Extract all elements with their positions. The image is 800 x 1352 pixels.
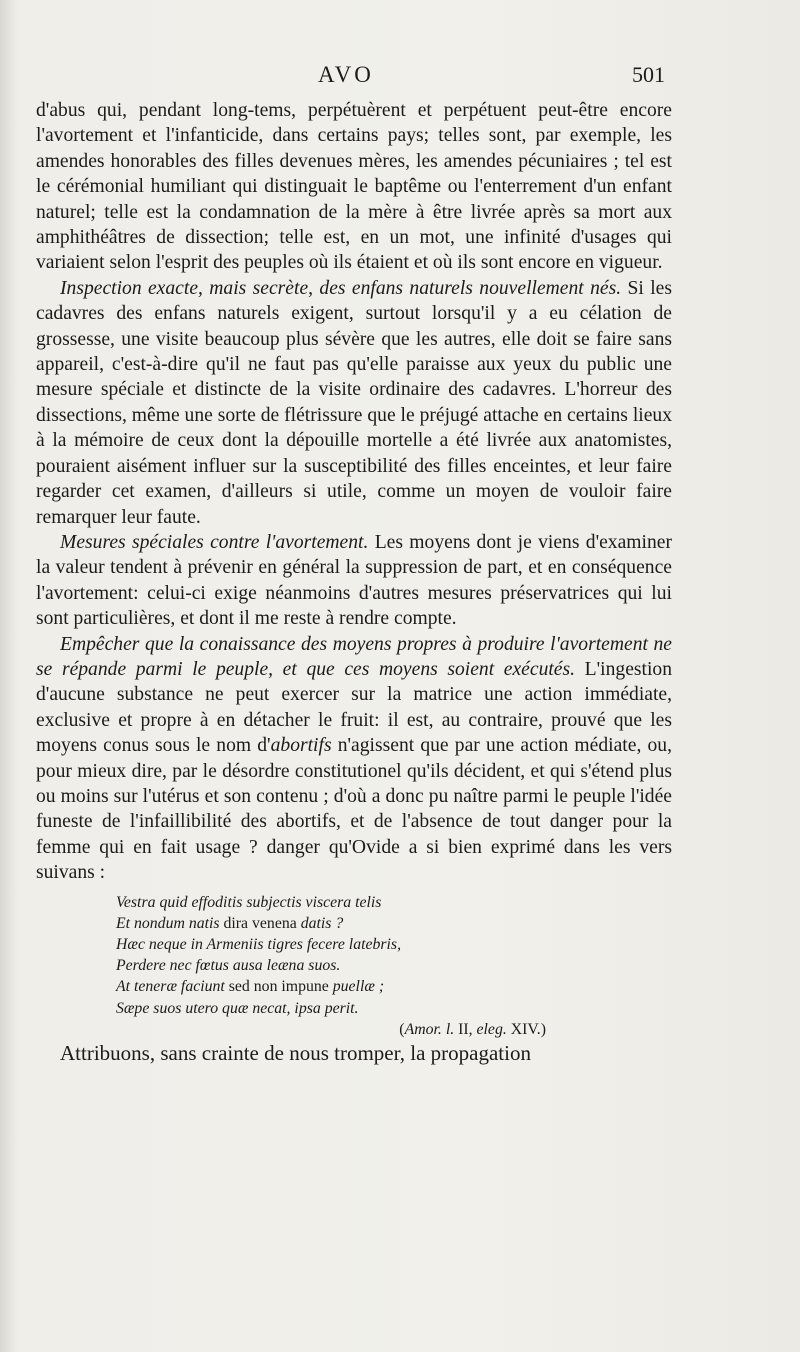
paragraph-4 [36, 632, 672, 886]
page-number: 501 [632, 62, 665, 87]
paragraph-2-text: Si les cadavres des enfans naturels exigent, surtout lorsqu'il y a eu célation de grossesse, une visite beaucoup plus sévère que les autres, elle doit se faire sans appareil, c'est-à-dire qu'il ne faut pas qu'elle paraisse aux yeux du public une mesure spéciale et distincte de la visite ordinaire des cadavres. L'horreur des dissections, même une sorte de flétrissure que le préjugé attache en certains lieux à la mémoire de ceux dont la dépouille mortelle a été livrée aux anatomistes, pouraient aisément influer sur la susceptibilité des filles enceintes, et leur faire regarder cet examen, d'ailleurs si utile, comme un moyen de vouloir faire remarquer leur faute. [36, 277, 673, 528]
poem-line-5 [116, 976, 672, 997]
poem-line-5-a: At teneræ faciunt [116, 978, 225, 996]
citation-open: ( [399, 1020, 405, 1038]
poem-line-2 [116, 913, 672, 934]
poem-line-5-c: puellæ ; [332, 978, 385, 996]
paragraph-3-heading: Mesures spéciales contre l'avortement. [60, 531, 369, 553]
poem-line-2-b: dira venena [219, 914, 301, 932]
body-text [36, 98, 672, 1066]
poem-line-3: Hæc neque in Armeniis tigres fecere latebris, [116, 936, 402, 953]
poem-line-2-c: datis ? [300, 914, 344, 932]
paragraph-2 [36, 276, 672, 530]
paragraph-3 [36, 530, 672, 632]
poem-line-4: Perdere nec fœtus ausa leæna suos. [116, 957, 341, 975]
running-title: AVO [318, 62, 374, 87]
poem-line-5-b: sed non impune [224, 978, 333, 996]
citation-num: XIV.) [506, 1020, 546, 1038]
citation-book: II, [454, 1020, 477, 1038]
paragraph-1: d'abus qui, pendant long-tems, perpétuèrent et perpétuent peut-être encore l'avortement et l'infanticide, dans certains pays; telles sont, par exemple, les amendes honorables des filles devenues mères, les amendes pécuniaires ; tel est le cérémonial humiliant qui distinguait le baptême ou l'enterrement d'un enfant naturel; telle est la condamnation de la mère à être livrée après sa mort aux amphithéâtres de dissection; telle est, en un mot, une infinité d'usages qui variaient selon l'esprit des peuples où ils étaient et où ils sont encore en vigueur. [36, 100, 672, 274]
paragraph-4-text-a: L'ingestion d'aucune substance ne peut exercer sur la matrice une action immédiate, exclusive et propre à en détacher le fruit: il est, au contraire, prouvé que les moyens conus sous le nom d' [36, 658, 672, 757]
poem-line-1: Vestra quid effoditis subjectis viscera telis [116, 893, 382, 911]
citation-eleg: eleg. [476, 1020, 507, 1038]
poem-line-6: Sæpe suos utero quæ necat, ipsa perit. [116, 999, 359, 1017]
poem-line-2-a: Et nondum natis [116, 914, 220, 932]
paragraph-4-heading: Empêcher que la conaissance des moyens propres à produire l'avortement ne se répande parmi le peuple, et que ces moyens soient exécutés. [36, 633, 672, 680]
ovid-quotation [116, 892, 672, 1040]
paragraph-2-heading: Inspection exacte, mais secrète, des enfans naturels nouvellement nés. [60, 277, 622, 299]
abortifs-term: abortifs [270, 735, 332, 757]
poem-citation [116, 1019, 546, 1040]
page-header [0, 62, 800, 96]
paragraph-4-text-b: n'agissent que par une action médiate, ou, pour mieux dire, par le désordre constitutionel qu'ils décident, et qui s'étend plus ou moins sur l'utérus et son contenu ; d'où a donc pu naître parmi le peuple l'idée funeste de l'infaillibilité des abortifs, et de l'absence de tout danger pour la femme qui en fait usage ? danger qu'Ovide a si bien exprimé dans les vers suivans : [36, 735, 672, 884]
closing-line: Attribuons, sans crainte de nous tromper, la propagation [60, 1041, 531, 1066]
paragraph-3-text: Les moyens dont je viens d'examiner la valeur tendent à prévenir en général la suppression de part, et en conséquence l'avortement: celui-ci exige néanmoins d'autres mesures préservatrices qui lui sont particulières, et dont il me reste à rendre compte. [36, 531, 672, 630]
citation-work: Amor. l. [404, 1020, 455, 1038]
